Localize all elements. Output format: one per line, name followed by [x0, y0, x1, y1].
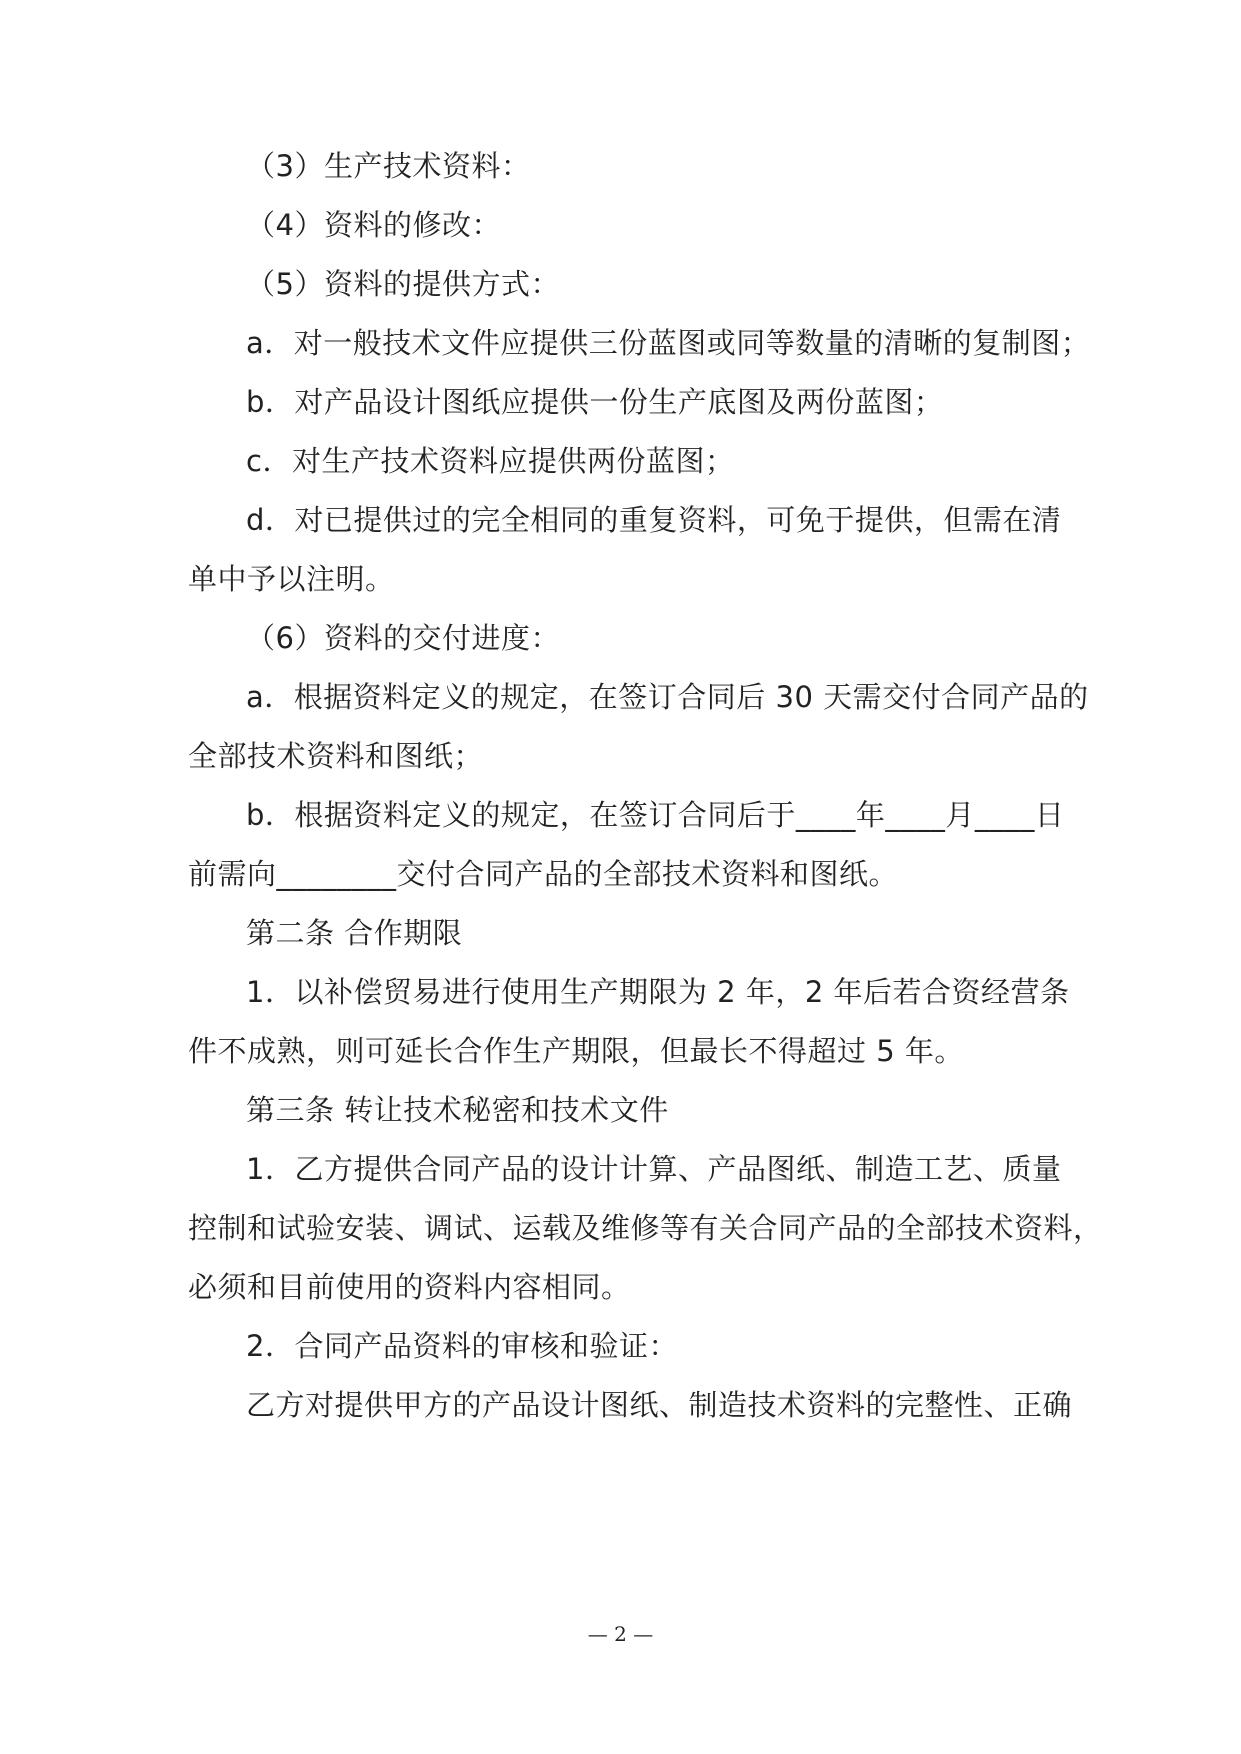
paragraph-line: 单中予以注明。: [188, 562, 395, 596]
paragraph-line: 控制和试验安装、调试、运载及维修等有关合同产品的全部技术资料，: [188, 1211, 1103, 1245]
paragraph-line: a．根据资料定义的规定，在签订合同后 30 天需交付合同产品的: [246, 680, 1089, 714]
paragraph-line: 2．合同产品资料的审核和验证：: [246, 1329, 678, 1363]
paragraph-line: 乙方对提供甲方的产品设计图纸、制造技术资料的完整性、正确: [246, 1388, 1073, 1422]
paragraph-line: a．对一般技术文件应提供三份蓝图或同等数量的清晰的复制图；: [246, 326, 1091, 360]
paragraph-line: （3）生产技术资料：: [246, 149, 531, 183]
paragraph-line: b．根据资料定义的规定，在签订合同后于____年____月____日: [246, 798, 1065, 832]
section-heading: 第二条 合作期限: [246, 916, 463, 950]
paragraph-line: d．对已提供过的完全相同的重复资料，可免于提供，但需在清: [246, 503, 1062, 537]
paragraph-line: 必须和目前使用的资料内容相同。: [188, 1270, 631, 1304]
paragraph-line: （4）资料的修改：: [246, 208, 501, 242]
paragraph-line: （6）资料的交付进度：: [246, 621, 560, 655]
paragraph-line: c．对生产技术资料应提供两份蓝图；: [246, 444, 735, 478]
paragraph-line: 1．乙方提供合同产品的设计计算、产品图纸、制造工艺、质量: [246, 1152, 1062, 1186]
paragraph-line: b．对产品设计图纸应提供一份生产底图及两份蓝图；: [246, 385, 944, 419]
page-number: — 2 —: [587, 1622, 654, 1646]
section-heading: 第三条 转让技术秘密和技术文件: [246, 1093, 669, 1127]
paragraph-line: 件不成熟，则可延长合作生产期限，但最长不得超过 5 年。: [188, 1034, 964, 1068]
paragraph-line: 全部技术资料和图纸；: [188, 739, 484, 773]
paragraph-line: 前需向________交付合同产品的全部技术资料和图纸。: [188, 857, 899, 891]
paragraph-line: 1．以补偿贸易进行使用生产期限为 2 年，2 年后若合资经营条: [246, 975, 1070, 1009]
paragraph-line: （5）资料的提供方式：: [246, 267, 560, 301]
